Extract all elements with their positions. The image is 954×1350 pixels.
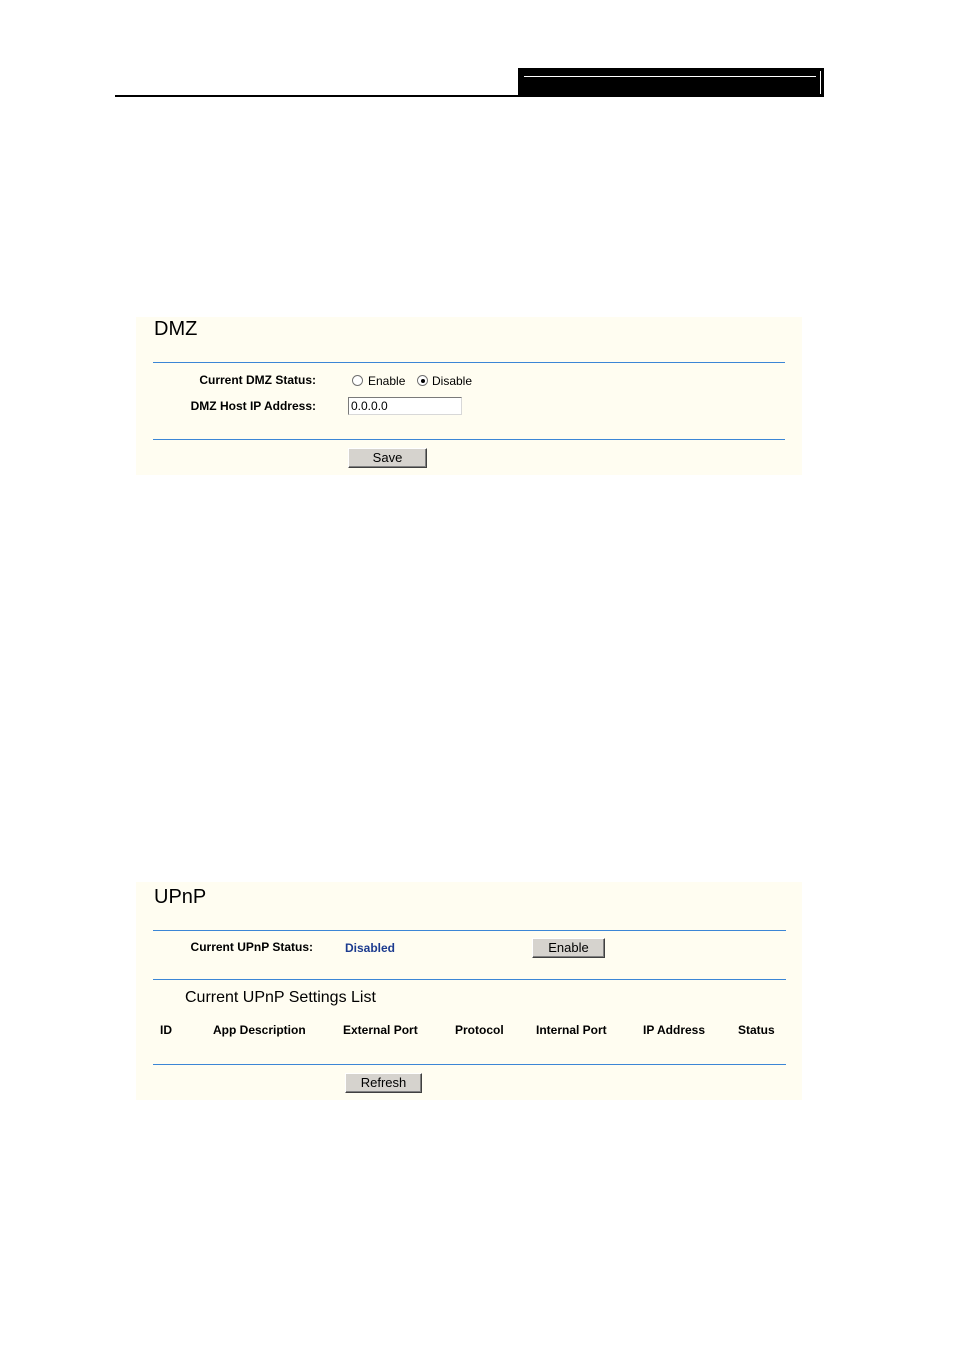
upnp-refresh-button[interactable]: Refresh bbox=[345, 1073, 422, 1093]
header-bar-inner-line bbox=[524, 76, 816, 77]
upnp-status-label: Current UPnP Status: bbox=[190, 940, 313, 954]
col-internal-port: Internal Port bbox=[536, 1023, 607, 1037]
dmz-save-button[interactable]: Save bbox=[348, 448, 427, 468]
dmz-title: DMZ bbox=[154, 318, 198, 340]
col-protocol: Protocol bbox=[455, 1023, 504, 1037]
col-status: Status bbox=[738, 1023, 775, 1037]
dmz-disable-label[interactable]: Disable bbox=[432, 374, 473, 388]
dmz-host-ip-input[interactable]: 0.0.0.0 bbox=[348, 397, 462, 415]
upnp-top-rule bbox=[153, 930, 786, 931]
dmz-bottom-rule bbox=[153, 439, 785, 440]
col-ip-address: IP Address bbox=[643, 1023, 706, 1037]
col-external-port: External Port bbox=[343, 1023, 418, 1037]
upnp-status-value: Disabled bbox=[345, 941, 396, 955]
col-app-description: App Description bbox=[213, 1023, 306, 1037]
upnp-panel bbox=[136, 882, 802, 1100]
upnp-bottom-rule bbox=[153, 1064, 786, 1065]
upnp-mid-rule bbox=[153, 979, 786, 980]
upnp-enable-button[interactable]: Enable bbox=[532, 938, 605, 958]
header-bar bbox=[518, 68, 824, 97]
col-id: ID bbox=[160, 1023, 172, 1037]
dmz-disable-radio[interactable] bbox=[417, 375, 428, 386]
upnp-title: UPnP bbox=[154, 886, 207, 908]
upnp-list-title: Current UPnP Settings List bbox=[185, 989, 376, 1006]
dmz-enable-label[interactable]: Enable bbox=[368, 374, 406, 388]
dmz-status-label: Current DMZ Status: bbox=[199, 373, 316, 387]
header-bar-edge bbox=[820, 71, 821, 94]
header-rule bbox=[115, 95, 824, 97]
dmz-top-rule bbox=[153, 362, 785, 363]
dmz-panel bbox=[136, 317, 802, 475]
dmz-enable-radio[interactable] bbox=[352, 375, 363, 386]
dmz-host-ip-label: DMZ Host IP Address: bbox=[190, 399, 316, 413]
